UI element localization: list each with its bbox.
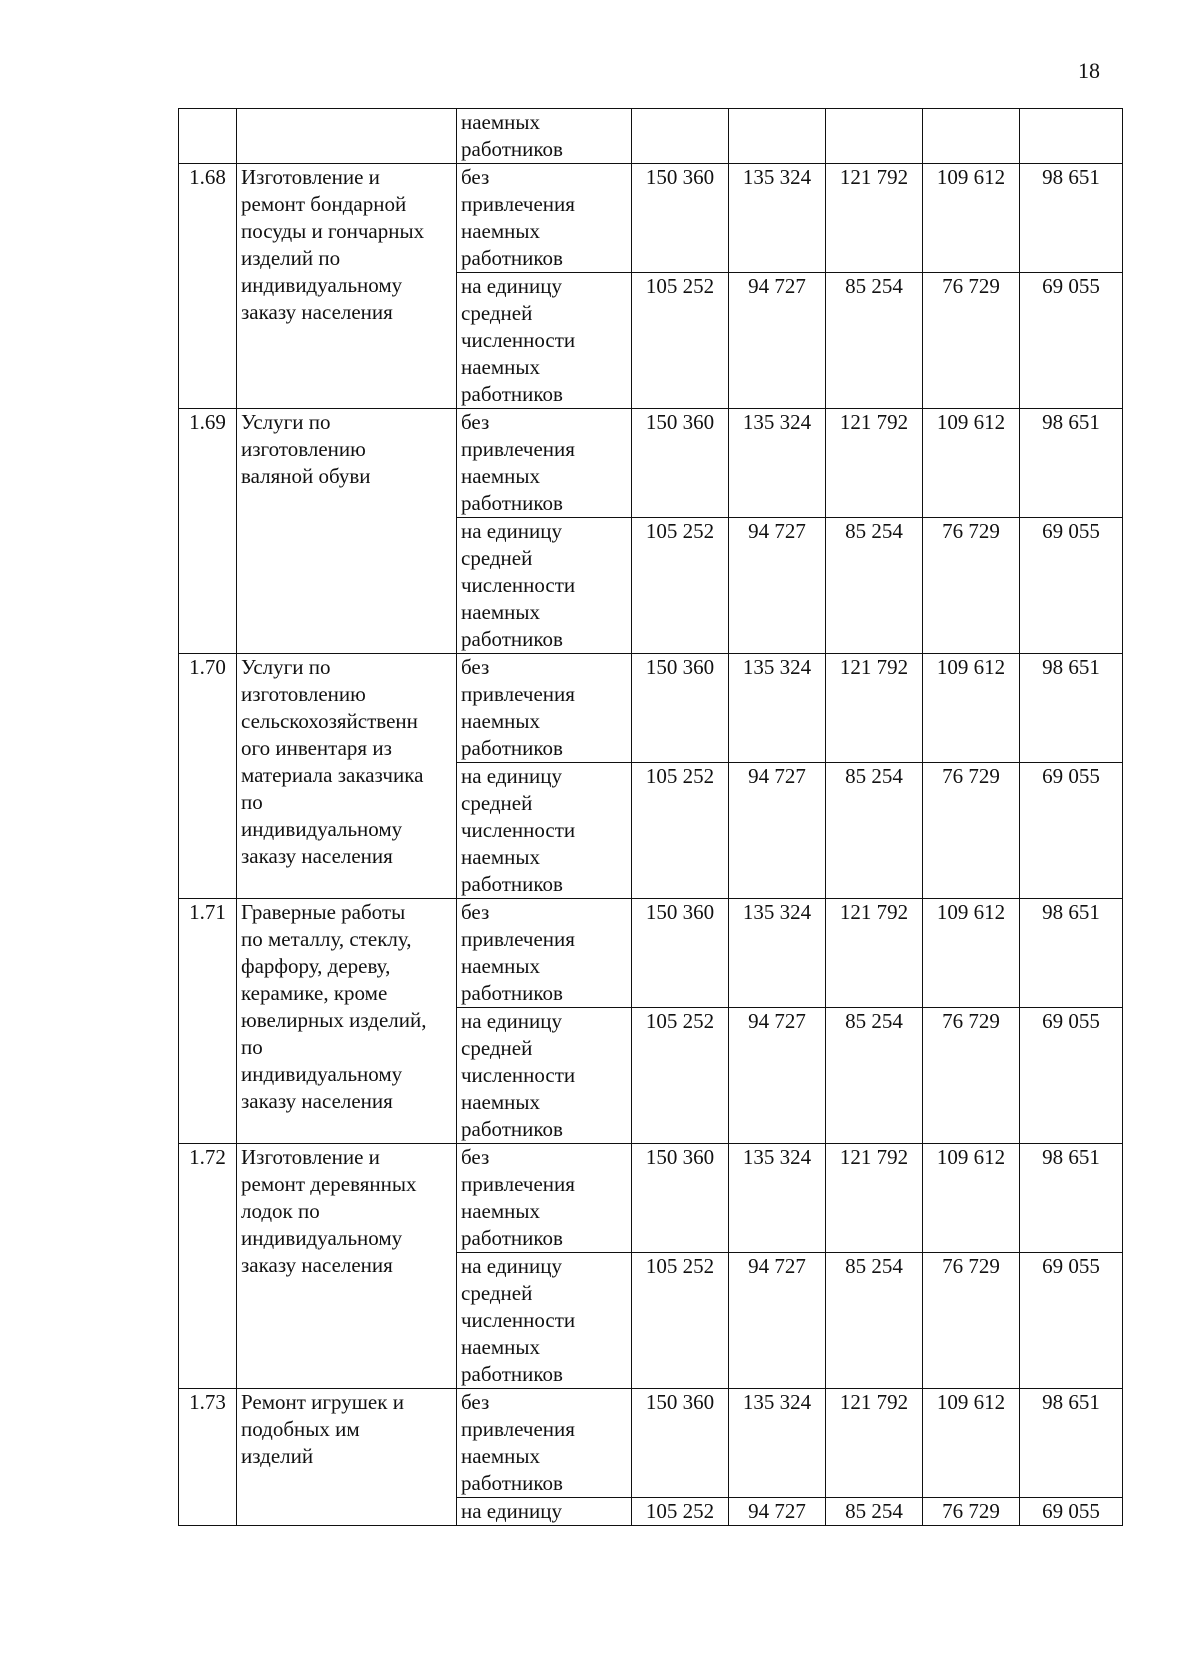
value-cell: 69 055 [1020, 1498, 1123, 1526]
service-name-cell: Граверные работы по металлу, стеклу, фарфору, дереву, керамике, кроме ювелирных изделий, по индивидуальному заказу населения [237, 899, 457, 1144]
value-cell: 135 324 [729, 1389, 826, 1498]
value-cell: 85 254 [826, 273, 923, 409]
table-body [179, 109, 1123, 1526]
value-cell: 150 360 [632, 1389, 729, 1498]
item-number-cell: 1.68 [179, 164, 237, 409]
condition-cell: на единицу средней численности наемных работников [457, 273, 632, 409]
value-cell [729, 109, 826, 164]
condition-cell: без привлечения наемных работников [457, 1389, 632, 1498]
value-cell: 98 651 [1020, 1389, 1123, 1498]
value-cell: 109 612 [923, 1144, 1020, 1253]
value-cell: 135 324 [729, 654, 826, 763]
item-number-cell: 1.73 [179, 1389, 237, 1526]
value-cell: 150 360 [632, 164, 729, 273]
value-cell: 94 727 [729, 273, 826, 409]
item-number-cell [179, 109, 237, 164]
value-cell: 109 612 [923, 409, 1020, 518]
item-number-cell: 1.72 [179, 1144, 237, 1389]
value-cell [923, 109, 1020, 164]
value-cell: 69 055 [1020, 1253, 1123, 1389]
value-cell [826, 109, 923, 164]
value-cell: 105 252 [632, 1008, 729, 1144]
value-cell: 76 729 [923, 1498, 1020, 1526]
table-row [179, 409, 1123, 518]
service-name-cell: Услуги по изготовлению сельскохозяйственн ого инвентаря из материала заказчика по индивидуальному заказу населения [237, 654, 457, 899]
value-cell: 121 792 [826, 164, 923, 273]
table-row [179, 654, 1123, 763]
value-cell: 105 252 [632, 273, 729, 409]
condition-cell: без привлечения наемных работников [457, 1144, 632, 1253]
condition-cell: на единицу [457, 1498, 632, 1526]
value-cell: 135 324 [729, 1144, 826, 1253]
condition-cell: на единицу средней численности наемных работников [457, 518, 632, 654]
value-cell: 121 792 [826, 654, 923, 763]
value-cell: 109 612 [923, 1389, 1020, 1498]
condition-cell: без привлечения наемных работников [457, 409, 632, 518]
condition-cell: наемных работников [457, 109, 632, 164]
value-cell: 109 612 [923, 899, 1020, 1008]
page-number: 18 [1078, 58, 1100, 83]
value-cell: 121 792 [826, 1389, 923, 1498]
value-cell: 85 254 [826, 1253, 923, 1389]
condition-cell: без привлечения наемных работников [457, 654, 632, 763]
value-cell: 109 612 [923, 654, 1020, 763]
value-cell: 69 055 [1020, 763, 1123, 899]
value-cell: 135 324 [729, 409, 826, 518]
value-cell: 76 729 [923, 763, 1020, 899]
value-cell: 150 360 [632, 899, 729, 1008]
condition-cell: на единицу средней численности наемных работников [457, 1253, 632, 1389]
value-cell: 150 360 [632, 409, 729, 518]
table-row [179, 164, 1123, 273]
value-cell: 98 651 [1020, 899, 1123, 1008]
value-cell: 98 651 [1020, 1144, 1123, 1253]
item-number-cell: 1.70 [179, 654, 237, 899]
service-name-cell: Услуги по изготовлению валяной обуви [237, 409, 457, 654]
value-cell: 94 727 [729, 1498, 826, 1526]
value-cell: 94 727 [729, 1253, 826, 1389]
value-cell: 135 324 [729, 164, 826, 273]
value-cell: 105 252 [632, 763, 729, 899]
service-name-cell: Изготовление и ремонт деревянных лодок по индивидуальному заказу населения [237, 1144, 457, 1389]
value-cell: 121 792 [826, 899, 923, 1008]
value-cell: 121 792 [826, 1144, 923, 1253]
value-cell [1020, 109, 1123, 164]
value-cell: 69 055 [1020, 518, 1123, 654]
item-number-cell: 1.71 [179, 899, 237, 1144]
value-cell: 94 727 [729, 1008, 826, 1144]
value-cell: 76 729 [923, 1253, 1020, 1389]
service-name-cell: Ремонт игрушек и подобных им изделий [237, 1389, 457, 1526]
value-cell: 98 651 [1020, 409, 1123, 518]
condition-cell: без привлечения наемных работников [457, 164, 632, 273]
value-cell [632, 109, 729, 164]
value-cell: 76 729 [923, 1008, 1020, 1144]
condition-cell: на единицу средней численности наемных работников [457, 763, 632, 899]
tariff-table [178, 108, 1123, 1526]
value-cell: 98 651 [1020, 164, 1123, 273]
value-cell: 94 727 [729, 763, 826, 899]
condition-cell: без привлечения наемных работников [457, 899, 632, 1008]
value-cell: 94 727 [729, 518, 826, 654]
value-cell: 76 729 [923, 273, 1020, 409]
item-number-cell: 1.69 [179, 409, 237, 654]
value-cell: 98 651 [1020, 654, 1123, 763]
table-row [179, 899, 1123, 1008]
value-cell: 85 254 [826, 763, 923, 899]
value-cell: 150 360 [632, 654, 729, 763]
value-cell: 85 254 [826, 1498, 923, 1526]
value-cell: 85 254 [826, 1008, 923, 1144]
condition-cell: на единицу средней численности наемных работников [457, 1008, 632, 1144]
value-cell: 150 360 [632, 1144, 729, 1253]
value-cell: 105 252 [632, 518, 729, 654]
service-name-cell: Изготовление и ремонт бондарной посуды и гончарных изделий по индивидуальному заказу населения [237, 164, 457, 409]
table-row [179, 1144, 1123, 1253]
value-cell: 69 055 [1020, 273, 1123, 409]
table-row [179, 1389, 1123, 1498]
value-cell: 109 612 [923, 164, 1020, 273]
value-cell: 135 324 [729, 899, 826, 1008]
service-name-cell [237, 109, 457, 164]
value-cell: 105 252 [632, 1253, 729, 1389]
table-row [179, 109, 1123, 164]
value-cell: 76 729 [923, 518, 1020, 654]
value-cell: 85 254 [826, 518, 923, 654]
value-cell: 69 055 [1020, 1008, 1123, 1144]
value-cell: 121 792 [826, 409, 923, 518]
value-cell: 105 252 [632, 1498, 729, 1526]
